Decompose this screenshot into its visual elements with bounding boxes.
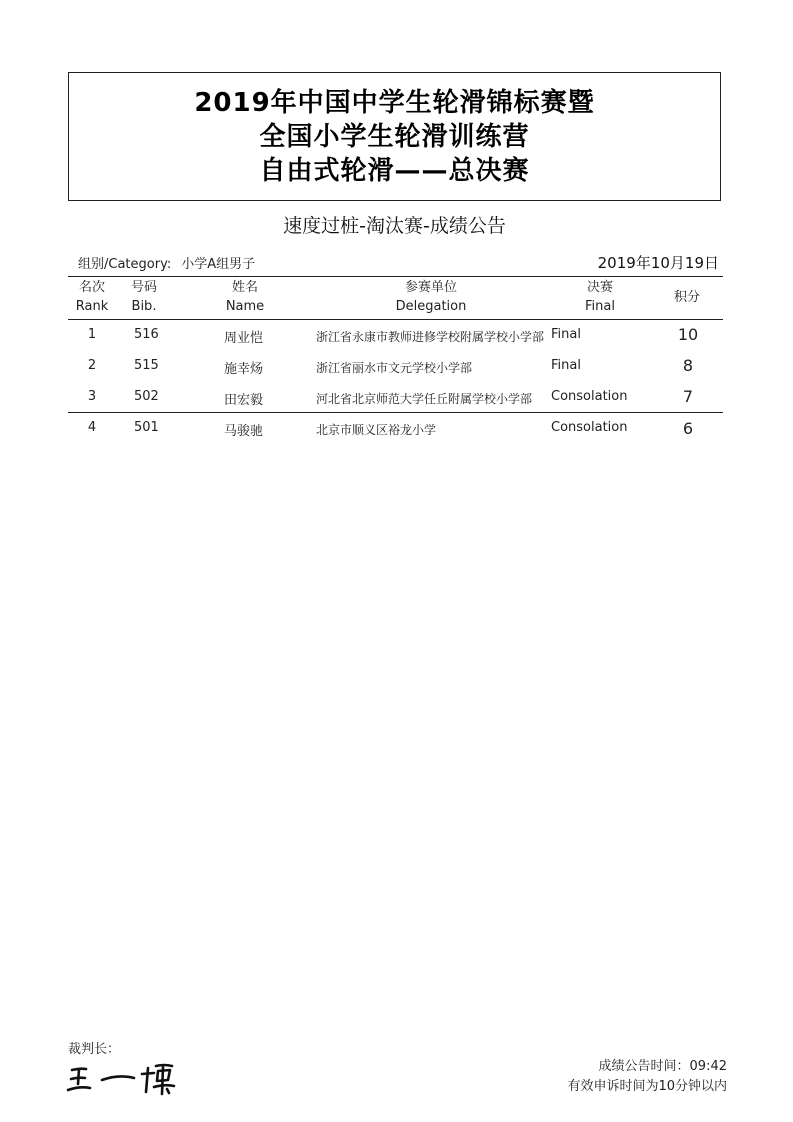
delegation-cell: 浙江省永康市教师进修学校附属学校小学部	[316, 330, 545, 344]
title-line-3: 自由式轮滑——总决赛	[259, 155, 530, 186]
header-name	[215, 278, 275, 316]
header-final-zh: 决赛	[586, 280, 613, 295]
header-rank-zh: 名次	[78, 280, 105, 295]
rank-cell: 2	[87, 358, 97, 373]
bib-cell: 501	[134, 420, 159, 435]
header-points-zh: 积分	[673, 290, 700, 305]
final-cell: Consolation	[551, 389, 628, 404]
name-cell: 马骏驰	[224, 424, 264, 439]
bib-cell: 516	[134, 327, 159, 342]
rank-cell: 3	[87, 389, 97, 404]
header-bib	[124, 278, 164, 316]
final-cell: Consolation	[551, 420, 628, 435]
header-name-zh: 姓名	[231, 280, 258, 295]
title-box	[68, 72, 721, 201]
points-cell: 10	[677, 325, 699, 344]
name-cell: 周业恺	[224, 331, 264, 346]
delegation-cell: 北京市顺义区裕龙小学	[316, 423, 437, 437]
header-delegation-zh: 参赛单位	[404, 280, 457, 295]
points-cell: 6	[682, 419, 694, 438]
appeal-note: 有效申诉时间为10分钟以内	[567, 1079, 727, 1094]
title-line-1: 2019年中国中学生轮滑锦标赛暨	[194, 87, 595, 118]
title-line-2: 全国小学生轮滑训练营	[259, 121, 530, 152]
table-row-rule	[68, 412, 723, 413]
header-bib-en: Bib.	[131, 299, 157, 314]
header-rank	[72, 278, 112, 316]
header-delegation-en: Delegation	[395, 299, 467, 314]
final-cell: Final	[551, 327, 581, 342]
header-rank-en: Rank	[75, 299, 109, 314]
rank-cell: 4	[87, 420, 97, 435]
header-final-en: Final	[585, 299, 615, 314]
delegation-cell: 浙江省丽水市文元学校小学部	[316, 361, 473, 375]
final-cell: Final	[551, 358, 581, 373]
handwritten-signature-icon	[66, 1058, 178, 1098]
category-value: 小学A组男子	[181, 257, 256, 272]
header-points	[667, 288, 707, 307]
header-delegation	[376, 278, 486, 316]
table-top-rule	[68, 276, 723, 277]
points-cell: 7	[682, 387, 694, 406]
header-final	[575, 278, 625, 316]
bib-cell: 502	[134, 389, 159, 404]
header-name-en: Name	[225, 299, 265, 314]
category-label: 组别/Category:	[78, 257, 172, 272]
name-cell: 田宏毅	[224, 393, 264, 408]
delegation-cell: 河北省北京师范大学任丘附属学校小学部	[316, 392, 533, 406]
referee-signature	[66, 1058, 178, 1102]
results-date: 2019年10月19日	[597, 254, 719, 272]
name-cell: 施幸炀	[224, 362, 264, 377]
event-subtitle: 速度过桩-淘汰赛-成绩公告	[283, 215, 506, 237]
table-header-rule	[68, 319, 723, 320]
header-bib-zh: 号码	[130, 280, 157, 295]
rank-cell: 1	[87, 327, 97, 342]
referee-label: 裁判长：	[68, 1042, 121, 1057]
announcement-time: 成绩公告时间：09:42	[598, 1059, 727, 1074]
category-row	[78, 253, 255, 272]
points-cell: 8	[682, 356, 694, 375]
bib-cell: 515	[134, 358, 159, 373]
